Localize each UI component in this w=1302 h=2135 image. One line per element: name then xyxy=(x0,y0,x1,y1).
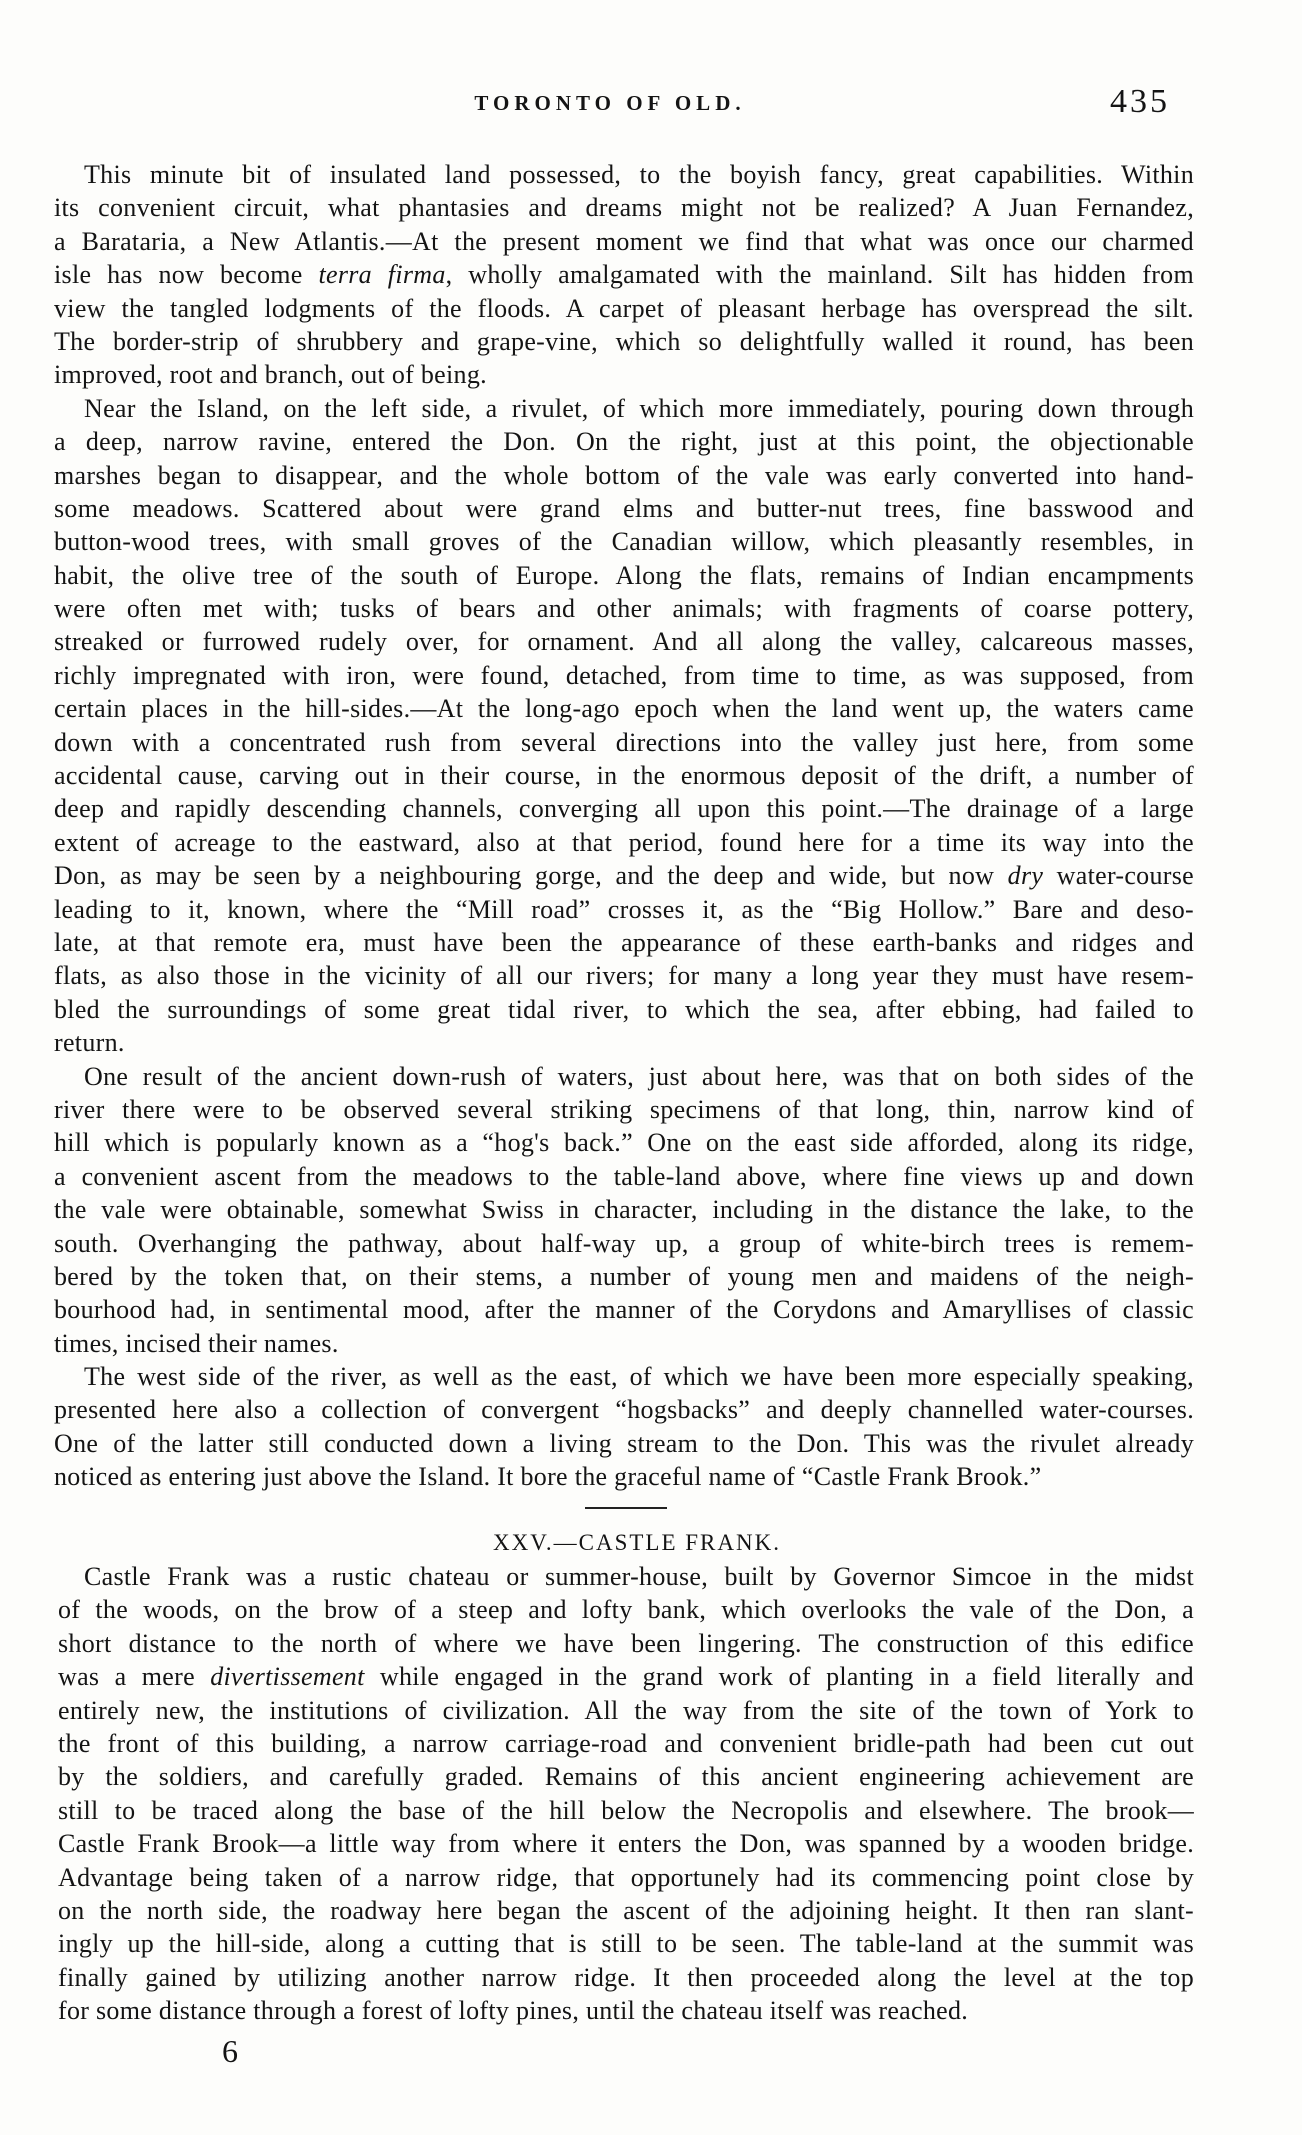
text-line: a convenient ascent from the meadows to the table-land above, where fine views up and down xyxy=(54,1161,1194,1191)
text-line xyxy=(58,1660,1194,1693)
text-line: marshes began to disappear, and the whole bottom of the vale was early converted into hand- xyxy=(54,460,1194,490)
text-line: entirely new, the institutions of civilization. All the way from the site of the town of York to xyxy=(58,1695,1194,1725)
text-line: short distance to the north of where we have been lingering. The construction of this edifice xyxy=(58,1628,1194,1658)
text-line: its convenient circuit, what phantasies and dreams might not be realized? A Juan Fernandez, xyxy=(54,193,1194,223)
text-line: presented here also a collection of convergent “hogsbacks” and deeply channelled water-courses. xyxy=(54,1395,1194,1425)
text-line: ingly up the hill-side, along a cutting that is still to be seen. The table-land at the summit was xyxy=(58,1929,1194,1959)
text-line: late, at that remote era, must have been the appearance of these earth-banks and ridges and xyxy=(54,927,1194,957)
text-line: This minute bit of insulated land possessed, to the boyish fancy, great capabilities. Within xyxy=(84,160,1194,189)
text-line: button-wood trees, with small groves of the Canadian willow, which pleasantly resembles, in xyxy=(54,527,1194,557)
text-line: Advantage being taken of a narrow ridge, that opportunely had its commencing point close by xyxy=(58,1862,1194,1892)
text-line: still to be traced along the base of the hill below the Necropolis and elsewhere. The brook— xyxy=(58,1795,1194,1825)
body-text-section-2 xyxy=(58,1560,1194,2027)
text-line: a deep, narrow ravine, entered the Don. On the right, just at this point, the objectionable xyxy=(54,427,1194,457)
text-line: bled the surroundings of some great tidal river, to which the sea, after ebbing, had failed to xyxy=(54,994,1194,1024)
text-run: while engaged in the grand work of planting in a field literally and xyxy=(364,1662,1194,1692)
text-line: leading to it, known, where the “Mill road” crosses it, as the “Big Hollow.” Bare and deso- xyxy=(54,894,1194,924)
italic-phrase: dry xyxy=(1007,861,1044,891)
signature-mark: 6 xyxy=(222,2033,238,2069)
text-line: habit, the olive tree of the south of Europe. Along the flats, remains of Indian encampments xyxy=(54,560,1194,590)
text-line: return. xyxy=(54,1028,125,1058)
text-line: Castle Frank Brook—a little way from where it enters the Don, was spanned by a wooden bridge. xyxy=(58,1829,1194,1859)
text-run: was a mere xyxy=(58,1662,211,1692)
text-line: extent of acreage to the eastward, also at that period, found here for a time its way into the xyxy=(54,827,1194,857)
text-line: the vale were obtainable, somewhat Swiss in character, including in the distance the lake, to the xyxy=(54,1195,1194,1225)
text-line: One of the latter still conducted down a living stream to the Don. This was the rivulet already xyxy=(54,1428,1194,1458)
italic-phrase: terra firma xyxy=(318,260,446,290)
page-number: 435 xyxy=(1110,83,1170,120)
text-line: Castle Frank was a rustic chateau or summer-house, built by Governor Simcoe in the midst xyxy=(84,1562,1194,1591)
text-line: bered by the token that, on their stems, a number of young men and maidens of the neigh- xyxy=(54,1261,1194,1291)
text-run: Don, as may be seen by a neighbouring gorge, and the deep and wide, but now xyxy=(54,861,1008,891)
text-line xyxy=(54,859,1194,892)
text-line: by the soldiers, and carefully graded. Remains of this ancient engineering achievement are xyxy=(58,1762,1194,1792)
text-line: bourhood had, in sentimental mood, after the manner of the Corydons and Amaryllises of classic xyxy=(54,1295,1194,1325)
text-line: times, incised their names. xyxy=(54,1328,339,1358)
text-line: down with a concentrated rush from several directions into the valley just here, from some xyxy=(54,727,1194,757)
text-line: accidental cause, carving out in their course, in the enormous deposit of the drift, a number of xyxy=(54,761,1194,791)
paragraph xyxy=(54,1060,1194,1361)
text-run: isle has now become xyxy=(54,260,319,290)
text-line: richly impregnated with iron, were found, detached, from time to time, as was supposed, from xyxy=(54,660,1194,690)
text-line: Near the Island, on the left side, a rivulet, of which more immediately, pouring down through xyxy=(84,393,1194,423)
italic-phrase: divertissement xyxy=(210,1662,365,1692)
text-line: some meadows. Scattered about were grand elms and butter-nut trees, fine basswood and xyxy=(54,493,1194,523)
text-line: The west side of the river, as well as the east, of which we have been more especially speaking, xyxy=(84,1362,1194,1392)
body-text-section-1 xyxy=(54,158,1194,1494)
paragraph xyxy=(54,158,1194,392)
text-line: flats, as also those in the vicinity of all our rivers; for many a long year they must have resem- xyxy=(54,961,1194,991)
text-line: certain places in the hill-sides.—At the long-ago epoch when the land went up, the waters came xyxy=(54,694,1194,724)
text-line: were often met with; tusks of bears and other animals; with fragments of coarse pottery, xyxy=(54,594,1194,624)
text-line: deep and rapidly descending channels, converging all upon this point.—The drainage of a large xyxy=(54,794,1194,824)
text-line: streaked or furrowed rudely over, for ornament. And all along the valley, calcareous masses, xyxy=(54,627,1194,657)
text-line: noticed as entering just above the Island. It bore the graceful name of “Castle Frank Brook.” xyxy=(54,1462,1042,1492)
text-line: south. Overhanging the pathway, about half-way up, a group of white-birch trees is remem- xyxy=(54,1228,1194,1258)
text-line: on the north side, the roadway here began the ascent of the adjoining height. It then ran slant- xyxy=(58,1895,1194,1925)
section-rule xyxy=(585,1507,667,1509)
text-line: view the tangled lodgments of the floods. A carpet of pleasant herbage has overspread the silt. xyxy=(54,293,1194,323)
text-run: , wholly amalgamated with the mainland. Silt has hidden from xyxy=(445,260,1194,290)
section-heading: XXV.—CASTLE FRANK. xyxy=(493,1530,781,1555)
text-line: for some distance through a forest of lofty pines, until the chateau itself was reached. xyxy=(58,1996,969,2026)
running-head-title: TORONTO OF OLD. xyxy=(474,91,746,115)
text-line xyxy=(54,258,1194,291)
paragraph xyxy=(58,1560,1194,2027)
text-line: the front of this building, a narrow carriage-road and convenient bridle-path had been cut out xyxy=(58,1728,1194,1758)
text-line: of the woods, on the brow of a steep and lofty bank, which overlooks the vale of the Don, a xyxy=(58,1595,1194,1625)
text-line: The border-strip of shrubbery and grape-vine, which so delightfully walled it round, has been xyxy=(54,326,1194,356)
paragraph xyxy=(54,1360,1194,1494)
text-line: finally gained by utilizing another narrow ridge. It then proceeded along the level at the top xyxy=(58,1962,1194,1992)
text-run: water-course xyxy=(1043,861,1194,891)
text-line: hill which is popularly known as a “hog's back.” One on the east side afforded, along its ridge, xyxy=(54,1128,1194,1158)
paragraph xyxy=(54,392,1194,1060)
text-line: One result of the ancient down-rush of waters, just about here, was that on both sides of the xyxy=(84,1061,1194,1091)
text-line: river there were to be observed several striking specimens of that long, thin, narrow kind of xyxy=(54,1094,1194,1124)
text-line: a Barataria, a New Atlantis.—At the present moment we find that what was once our charmed xyxy=(54,226,1194,256)
text-line: improved, root and branch, out of being. xyxy=(54,360,487,390)
